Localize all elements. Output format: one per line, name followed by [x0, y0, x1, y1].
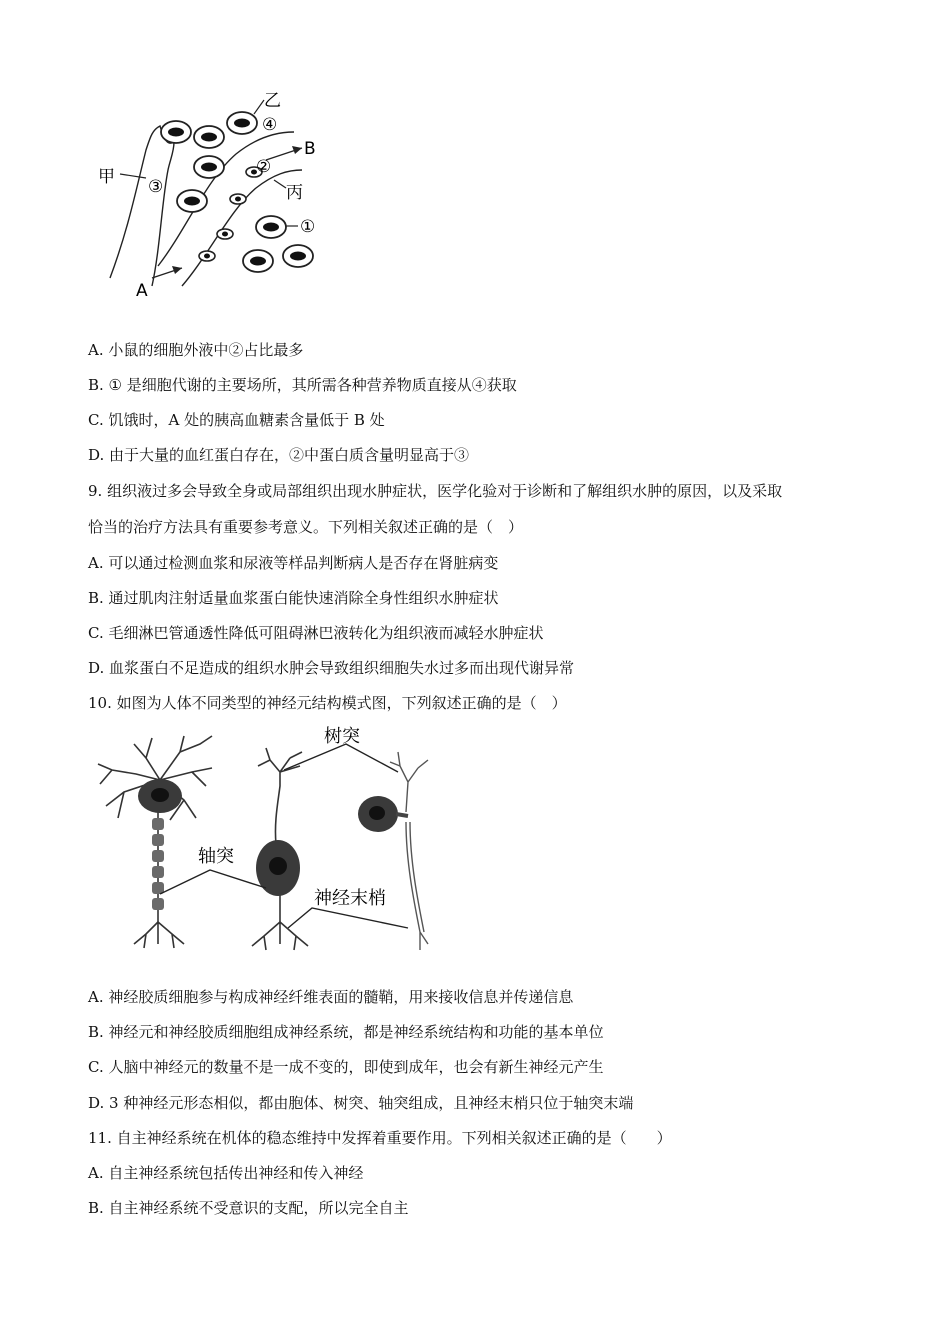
- q11-option-a: A. 自主神经系统包括传出神经和传入神经: [88, 1164, 364, 1182]
- q10-option-a: A. 神经胶质细胞参与构成神经纤维表面的髓鞘，用来接收信息并传递信息: [88, 988, 574, 1006]
- q10-option-d: D. 3 种神经元形态相似，都由胞体、树突、轴突组成，且神经末梢只位于轴突末端: [88, 1094, 634, 1112]
- internal-environment-figure: [88, 80, 348, 310]
- neuron-unipolar: [390, 752, 428, 950]
- label-yi: 乙: [264, 91, 281, 111]
- neuron-unipolar-connector: [396, 814, 408, 816]
- q9-option-c: C. 毛细淋巴管通透性降低可阻碍淋巴液转化为组织液而减轻水肿症状: [88, 624, 544, 642]
- label-c2: ②: [256, 157, 272, 177]
- label-c4: ④: [262, 115, 278, 135]
- label-c3: ③: [148, 177, 164, 197]
- lymph-capillary-outline: [110, 126, 174, 286]
- label-axon: 轴突: [198, 846, 234, 867]
- q11-option-b: B. 自主神经系统不受意识的支配，所以完全自主: [88, 1199, 409, 1217]
- q10-stem: 10. 如图为人体不同类型的神经元结构模式图，下列叙述正确的是（ ）: [88, 694, 567, 712]
- label-bing: 丙: [286, 183, 303, 203]
- axon-bracket: [160, 870, 266, 894]
- q9-stem-line2: 恰当的治疗方法具有重要参考意义。下列相关叙述正确的是（ ）: [88, 518, 524, 536]
- q10-option-c: C. 人脑中神经元的数量不是一成不变的，即使到成年，也会有新生神经元产生: [88, 1058, 604, 1076]
- flow-arrow-b-head: [292, 146, 302, 154]
- q8-option-a: A. 小鼠的细胞外液中②占比最多: [88, 341, 304, 359]
- label-a: A: [136, 281, 148, 301]
- neuron-multipolar-nucleus: [151, 788, 169, 802]
- leader-jia: [120, 174, 146, 178]
- label-c1: ①: [300, 217, 316, 237]
- q9-option-b: B. 通过肌肉注射适量血浆蛋白能快速消除全身性组织水肿症状: [88, 589, 499, 607]
- q9-option-d: D. 血浆蛋白不足造成的组织水肿会导致组织细胞失水过多而出现代谢异常: [88, 659, 575, 677]
- nerve-ending-bracket: [288, 908, 408, 928]
- q10-option-b: B. 神经元和神经胶质细胞组成神经系统，都是神经系统结构和功能的基本单位: [88, 1023, 604, 1041]
- red-blood-cells: [199, 167, 262, 261]
- dendrite-bracket: [284, 744, 398, 772]
- q8-option-c: C. 饥饿时，A 处的胰高血糖素含量低于 B 处: [88, 411, 385, 429]
- q9-stem-line1: 9. 组织液过多会导致全身或局部组织出现水肿症状，医学化验对于诊断和了解组织水肿的原因，以及采取: [88, 482, 783, 500]
- flow-arrow-a-head: [172, 266, 182, 274]
- label-dendrite: 树突: [324, 726, 360, 747]
- label-jia: 甲: [98, 167, 115, 187]
- leader-bing: [274, 180, 286, 188]
- neuron-types-figure: [88, 722, 448, 957]
- neuron-unipolar-nucleus: [369, 806, 385, 820]
- q9-option-a: A. 可以通过检测血浆和尿液等样品判断病人是否存在肾脏病变: [88, 554, 499, 572]
- q11-stem: 11. 自主神经系统在机体的稳态维持中发挥着重要作用。下列相关叙述正确的是（ ）: [88, 1129, 672, 1147]
- neuron-bipolar-nucleus: [269, 857, 287, 875]
- q8-option-b: B. ① 是细胞代谢的主要场所，其所需各种营养物质直接从④获取: [88, 376, 517, 394]
- label-b: B: [304, 139, 316, 159]
- leader-yi: [254, 100, 264, 114]
- q8-option-d: D. 由于大量的血红蛋白存在，②中蛋白质含量明显高于③: [88, 446, 470, 464]
- label-nerve-ending: 神经末梢: [314, 888, 386, 909]
